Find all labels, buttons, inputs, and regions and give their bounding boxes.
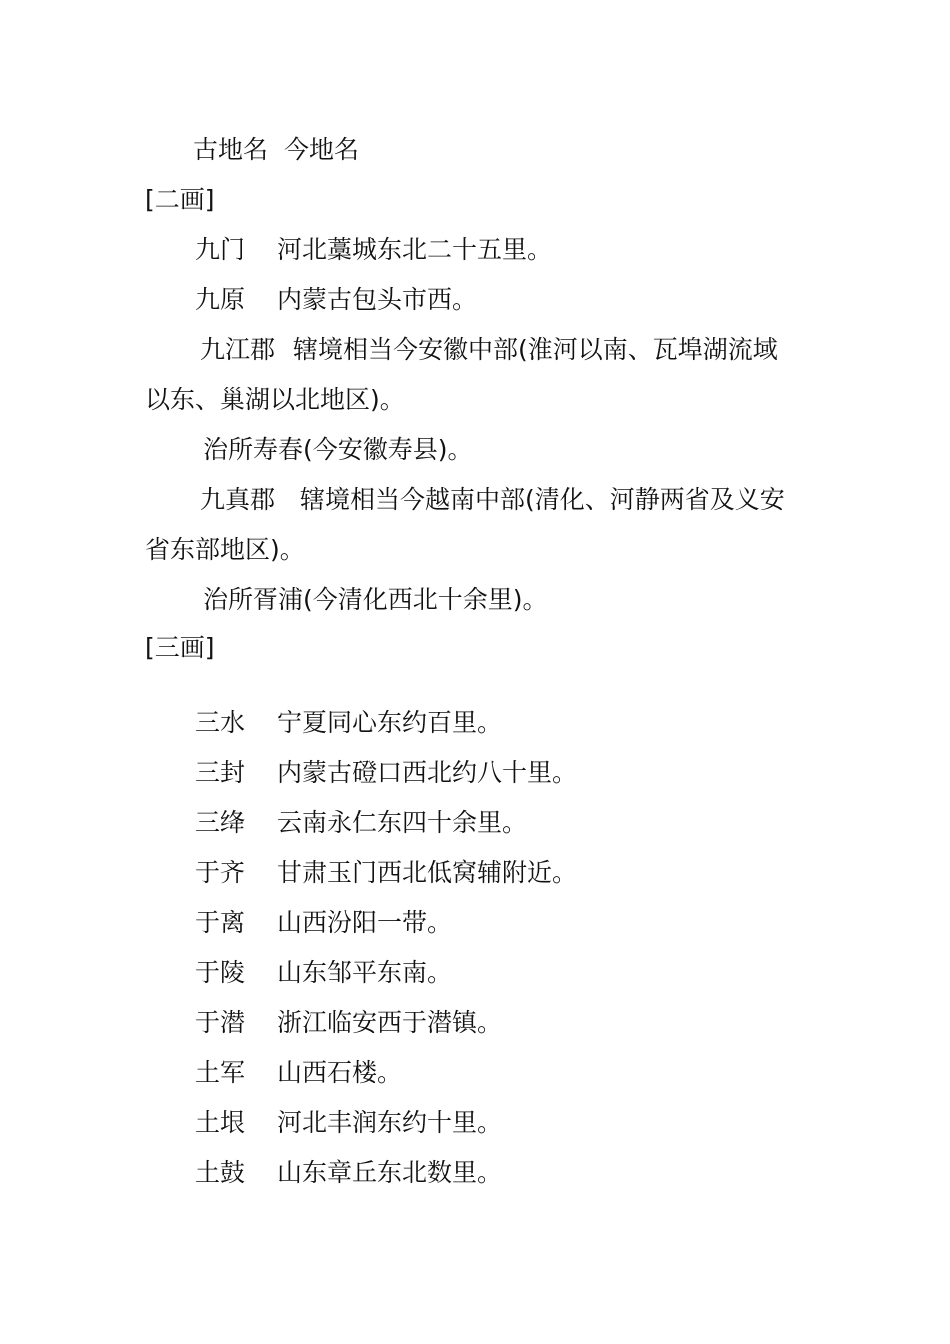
entry-seat-text: 治所胥浦(今清化西北十余里)。	[203, 585, 548, 614]
entry-name: 三水	[195, 708, 246, 737]
entry-name: 九原	[195, 285, 246, 314]
entry-row	[0, 283, 950, 317]
entry-desc-cont: 以东、巢湖以北地区)。	[145, 385, 405, 414]
entry-desc: 内蒙古包头市西。	[277, 285, 478, 314]
entry-desc: 河北藁城东北二十五里。	[277, 235, 553, 264]
entry-row	[0, 1106, 950, 1140]
section-heading: [三画]	[145, 633, 215, 662]
header-new-name: 今地名	[284, 135, 360, 164]
entry-desc: 河北丰润东约十里。	[277, 1108, 503, 1137]
entry-desc: 浙江临安西于潜镇。	[277, 1008, 503, 1037]
entry-row	[0, 233, 950, 267]
entry-desc: 山西石楼。	[277, 1058, 403, 1087]
entry-name: 三封	[195, 758, 246, 787]
entry-row	[0, 956, 950, 990]
entry-name: 于潜	[195, 1008, 246, 1037]
entry-seat	[0, 433, 950, 467]
entry-name: 土垠	[195, 1108, 246, 1137]
entry-desc: 山西汾阳一带。	[277, 908, 453, 937]
entry-row	[0, 756, 950, 790]
entry-desc: 内蒙古磴口西北约八十里。	[277, 758, 578, 787]
entry-row	[0, 906, 950, 940]
entry-name: 土鼓	[195, 1158, 246, 1187]
entry-name: 于齐	[195, 858, 246, 887]
entry-desc: 辖境相当今安徽中部(淮河以南、瓦埠湖流域	[293, 335, 778, 364]
entry-desc-cont: 省东部地区)。	[145, 535, 305, 564]
entry-seat-text: 治所寿春(今安徽寿县)。	[203, 435, 473, 464]
column-header-row	[0, 133, 950, 167]
entry-row	[0, 1156, 950, 1190]
entry-continuation	[0, 383, 950, 417]
header-old-name: 古地名	[193, 135, 269, 164]
entry-row	[0, 856, 950, 890]
entry-row	[0, 333, 950, 367]
entry-row	[0, 1056, 950, 1090]
entry-row	[0, 483, 950, 517]
section-heading-3	[0, 631, 950, 665]
entry-seat	[0, 583, 950, 617]
entry-name: 于陵	[195, 958, 246, 987]
entry-desc: 甘肃玉门西北低窝辅附近。	[277, 858, 578, 887]
entry-name: 九江郡	[200, 335, 276, 364]
entry-continuation	[0, 533, 950, 567]
section-heading: [二画]	[145, 185, 215, 214]
entry-name: 九门	[195, 235, 246, 264]
entry-name: 于离	[195, 908, 246, 937]
section-heading-2	[0, 183, 950, 217]
entry-row	[0, 806, 950, 840]
entry-desc: 云南永仁东四十余里。	[277, 808, 528, 837]
entry-row	[0, 706, 950, 740]
entry-desc: 辖境相当今越南中部(清化、河静两省及义安	[300, 485, 785, 514]
entry-desc: 山东邹平东南。	[277, 958, 453, 987]
entry-name: 土军	[195, 1058, 246, 1087]
entry-desc: 山东章丘东北数里。	[277, 1158, 503, 1187]
entry-row	[0, 1006, 950, 1040]
entry-desc: 宁夏同心东约百里。	[277, 708, 503, 737]
entry-name: 九真郡	[200, 485, 276, 514]
entry-name: 三绛	[195, 808, 246, 837]
